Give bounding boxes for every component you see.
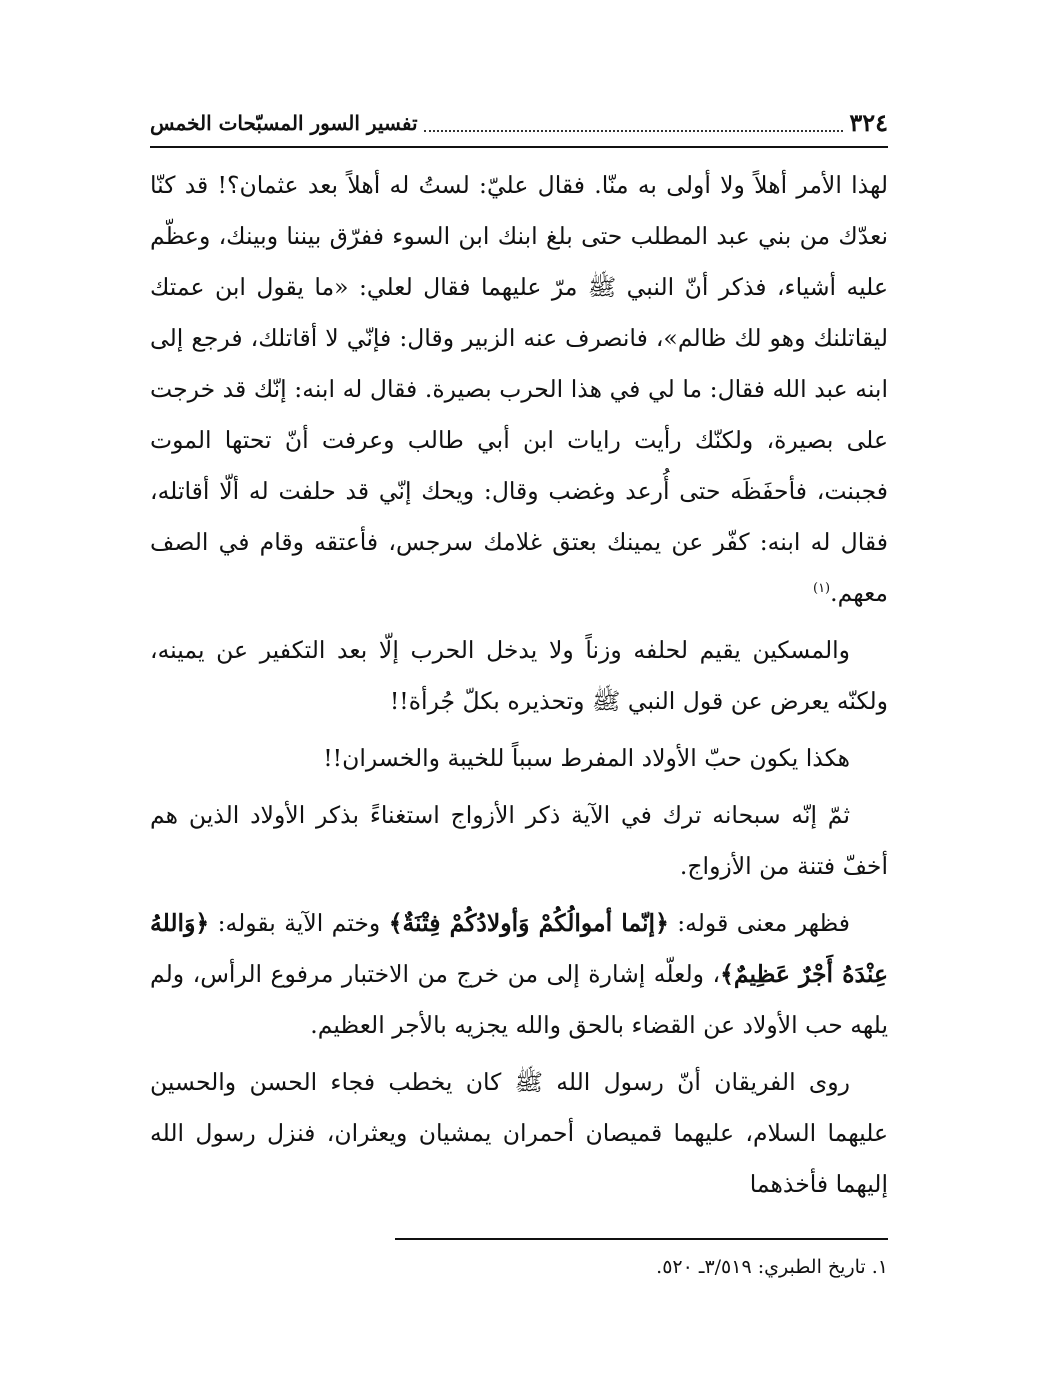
page-header xyxy=(150,98,888,138)
quran-verse-1: ﴿إنّما أموالُكُمْ وَأولادُكُمْ فِتْنَةٌ﴾ xyxy=(388,909,669,937)
paragraph-1-text: لهذا الأمر أهلاً ولا أولى به منّا. فقال عليّ: لستُ له أهلاً بعد عثمان؟! قد كنّا نعدّك من بني عبد المطلب حتى بلغ ابنك ابن السوء ففرّق بيننا وبينك، وعظّم عليه أشياء، فذكر أنّ النبي ﷺ مرّ عليهما فقال لعلي: «ما يقول ابن عمتك ليقاتلنك وهو لك ظالم»، فانصرف عنه الزبير وقال: فإنّي لا أقاتلك، فرجع إلى ابنه عبد الله فقال: ما لي في هذا الحرب بصيرة. فقال له ابنه: إنّك قد خرجت على بصيرة، ولكنّك رأيت رايات ابن أبي طالب وعرفت أنّ تحتها الموت فجبنت، فأحفَظَه حتى أُرعد وغضب وقال: ويحك إنّي قد حلفت له ألّا أقاتله، فقال له ابنه: كفّر عن يمينك بعتق غلامك سرجس، فأعتقه وقام في الصف معهم. xyxy=(150,171,888,607)
running-title: تفسير السور المسبّحات الخمس xyxy=(150,111,418,135)
footnote-ref: (١) xyxy=(812,581,831,597)
quran-verse-2: ﴿وَاللهُ عِنْدَهُ أَجْرٌ عَظِيمٌ﴾ xyxy=(150,909,888,988)
header-dot-leader xyxy=(424,110,844,132)
header-rule xyxy=(150,146,888,148)
body-text xyxy=(150,160,888,1210)
paragraph-5-text-c: ، ولعلّه إشارة إلى من خرج من الاختبار مرفوع الرأس، ولم يلهه حب الأولاد عن القضاء بالحق والله يجزيه بالأجر العظيم. xyxy=(150,960,888,1039)
footnote-rule xyxy=(395,1238,888,1240)
paragraph-4: ثمّ إنّه سبحانه ترك في الآية ذكر الأزواج استغناءً بذكر الأولاد الذين هم أخفّ فتنة من الأزواج. xyxy=(150,801,888,880)
paragraph-5 xyxy=(150,898,888,1051)
page-number: ٣٢٤ xyxy=(849,108,888,137)
paragraph-5-text-a: فظهر معنى قوله: xyxy=(668,909,850,937)
paragraph-5-text-b: وختم الآية بقوله: xyxy=(209,909,389,937)
footnote: ١. تاريخ الطبري: ٣/٥١٩ـ ٥٢٠. xyxy=(656,1256,888,1278)
paragraph-3: هكذا يكون حبّ الأولاد المفرط سبباً للخيبة والخسران!! xyxy=(323,744,850,772)
paragraph-6: روى الفريقان أنّ رسول الله ﷺ كان يخطب فجاء الحسن والحسين عليهما السلام، عليهما قميصان أحمران يمشيان ويعثران، فنزل رسول الله إليهما فأخذهما xyxy=(150,1068,888,1198)
paragraph-1 xyxy=(150,160,888,619)
paragraph-2: والمسكين يقيم لحلفه وزناً ولا يدخل الحرب إلّا بعد التكفير عن يمينه، ولكنّه يعرض عن قول النبي ﷺ وتحذيره بكلّ جُرأة!! xyxy=(150,636,888,715)
